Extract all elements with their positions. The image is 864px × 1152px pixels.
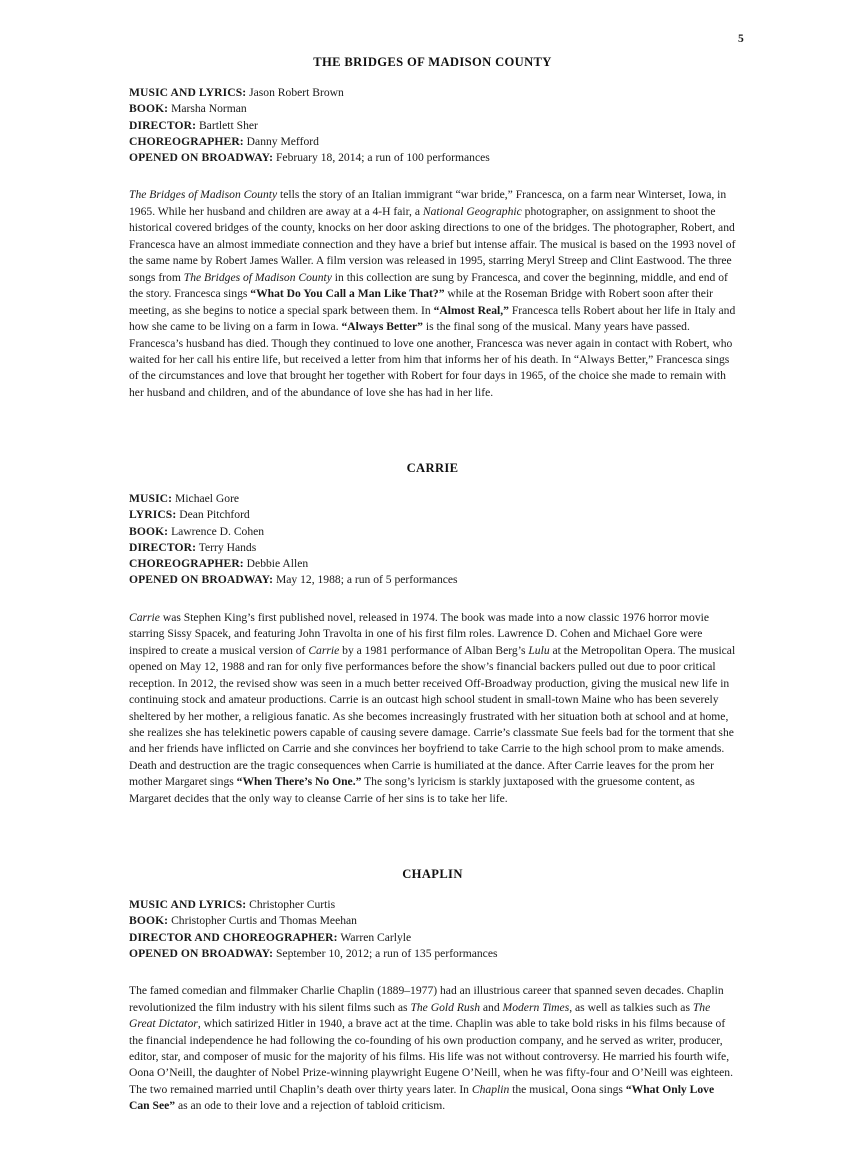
credit-value: Debbie Allen bbox=[246, 557, 309, 571]
section-bridges-of-madison-county bbox=[129, 55, 736, 401]
credit-row bbox=[129, 524, 736, 540]
credit-label: LYRICS: bbox=[129, 508, 177, 522]
credit-value: Marsha Norman bbox=[171, 102, 247, 116]
credit-label: DIRECTOR AND CHOREOGRAPHER: bbox=[129, 930, 338, 944]
credit-row bbox=[129, 101, 736, 117]
credit-label: CHOREOGRAPHER: bbox=[129, 557, 244, 571]
credit-label: DIRECTOR: bbox=[129, 118, 197, 132]
credit-value: February 18, 2014; a run of 100 performances bbox=[275, 151, 490, 165]
credit-value: Michael Gore bbox=[175, 492, 240, 505]
credit-label: MUSIC AND LYRICS: bbox=[129, 898, 247, 911]
credit-row bbox=[129, 134, 736, 150]
credit-row bbox=[129, 930, 736, 946]
credit-row bbox=[129, 85, 736, 101]
credit-label: MUSIC: bbox=[129, 492, 173, 505]
credit-value: September 10, 2012; a run of 135 performances bbox=[275, 946, 498, 960]
section-title: CHAPLIN bbox=[402, 867, 463, 881]
section-description: Carrie was Stephen King’s first published novel, released in 1974. The book was made into a now classic 1976 horror movie starring Sissy Spacek, and featuring John Travolta in one of his first film roles. Lawrence D. Cohen and Michael Gore were inspired to create a musical version of Carrie by a 1981 performance of Alban Berg’s Lulu at the Metropolitan Opera. The musical opened on May 12, 1988 and ran for only five performances before the show’s financial backers pulled out due to poor critical reception. In 2012, the revised show was seen in a much better received Off-Broadway production, giving the musical new life in continuing stock and amateur productions. Carrie is an outcast high school student in small-town Maine who has been severely sheltered by her mother, a religious fanatic. As she becomes increasingly frustrated with her situation both at school and at home, she realizes she has telekinetic powers capable of causing severe damage. Carrie’s classmate Sue feels bad for the torment that she and her friends have inflicted on Carrie and she convinces her boyfriend to take Carrie to the high school prom to make amends. Death and destruction are the tragic consequences when Carrie is humiliated at the dance. After Carrie leaves for the prom her mother Margaret sings “When There’s No One.” The song’s lyricism is starkly juxtaposed with the gruesome content, as Margaret decides that the only way to cleanse Carrie of her sins is to take her life. bbox=[129, 610, 736, 805]
credit-row bbox=[129, 491, 736, 507]
section-chaplin bbox=[129, 867, 736, 1115]
credit-row bbox=[129, 572, 736, 588]
credit-row bbox=[129, 913, 736, 929]
credit-value: Christopher Curtis bbox=[249, 898, 336, 911]
credits-list bbox=[129, 85, 736, 166]
credit-label: OPENED ON BROADWAY: bbox=[129, 946, 274, 960]
credit-row bbox=[129, 507, 736, 523]
credit-row bbox=[129, 946, 736, 962]
credit-row bbox=[129, 118, 736, 134]
credit-value: Christopher Curtis and Thomas Meehan bbox=[171, 914, 357, 928]
credit-label: OPENED ON BROADWAY: bbox=[129, 573, 274, 587]
credit-row bbox=[129, 150, 736, 166]
section-title: THE BRIDGES OF MADISON COUNTY bbox=[313, 55, 552, 69]
section-description: The famed comedian and filmmaker Charlie Chaplin (1889–1977) had an illustrious career that spanned seven decades. Chaplin revolutionized the film industry with his silent films such as The Gold Rush and Modern Times, as well as talkies such as The Great Dictator, which satirized Hitler in 1940, a brave act at the time. Chaplin was able to take bold risks in his films because of the financial independence he had following the co-founding of his own production company, and he served as writer, producer, editor, star, and composer of music for the majority of his films. His life was not without controversy. He married his fourth wife, Oona O’Neill, the daughter of Nobel Prize-winning playwright Eugene O’Neill, when he was fifty-four and O’Neill was eighteen. The two remained married until Chaplin’s death over thirty years later. In Chaplin the musical, Oona sings “What Only Love Can See” as an ode to their love and a rejection of tabloid criticism. bbox=[129, 984, 733, 1113]
credit-value: Bartlett Sher bbox=[198, 118, 258, 132]
credit-value: Jason Robert Brown bbox=[249, 86, 344, 99]
credits-list bbox=[129, 491, 736, 589]
credit-value: Lawrence D. Cohen bbox=[171, 524, 265, 538]
section-title: CARRIE bbox=[406, 461, 459, 475]
credit-value: Dean Pitchford bbox=[179, 508, 250, 522]
credit-row bbox=[129, 556, 736, 572]
page-number: 5 bbox=[738, 33, 744, 45]
credits-list bbox=[129, 897, 736, 962]
credit-label: BOOK: bbox=[129, 102, 169, 116]
credit-row bbox=[129, 540, 736, 556]
credit-value: May 12, 1988; a run of 5 performances bbox=[275, 573, 458, 587]
credit-value: Terry Hands bbox=[198, 540, 257, 554]
section-description: The Bridges of Madison County tells the story of an Italian immigrant “war bride,” Francesca, on a farm near Winterset, Iowa, in 1965. While her husband and children are away at a 4-H fair, a National Geographic photographer, on assignment to shoot the historical covered bridges of the county, knocks on her door asking directions to one of the bridges. The photographer, Robert, and Francesca have an almost immediate connection and they have a brief but intense affair. The musical is based on the 1993 novel of the same name by Robert James Waller. A film version was released in 1995, starring Meryl Streep and Clint Eastwood. The three songs from The Bridges of Madison County in this collection are sung by Francesca, and cover the beginning, middle, and end of the story. Francesca sings “What Do You Call a Man Like That?” while at the Roseman Bridge with Robert soon after their meeting, as she begins to notice a special spark between them. In “Almost Real,” Francesca tells Robert about her life in Italy and how she came to be living on a farm in Iowa. “Always Better” is the final song of the musical. Many years have passed. Francesca’s husband has died. Though they continued to love one another, Francesca was never again in contact with Robert, who waited for her call his entire life, but received a letter from him that informs her of his death. In “Always Better,” Francesca sings of the circumstances and love that brought her together with Robert for four days in 1965, of the choice she made to remain with her husband and children, and of the abundance of love she has had in her life. bbox=[129, 188, 736, 399]
credit-label: DIRECTOR: bbox=[129, 540, 197, 554]
credit-value: Danny Mefford bbox=[246, 134, 319, 148]
credit-value: Warren Carlyle bbox=[340, 930, 412, 944]
credit-label: BOOK: bbox=[129, 914, 169, 928]
section-carrie bbox=[129, 461, 736, 807]
credit-label: BOOK: bbox=[129, 524, 169, 538]
credit-label: CHOREOGRAPHER: bbox=[129, 134, 244, 148]
credit-label: MUSIC AND LYRICS: bbox=[129, 86, 247, 99]
credit-label: OPENED ON BROADWAY: bbox=[129, 151, 274, 165]
credit-row bbox=[129, 897, 736, 913]
